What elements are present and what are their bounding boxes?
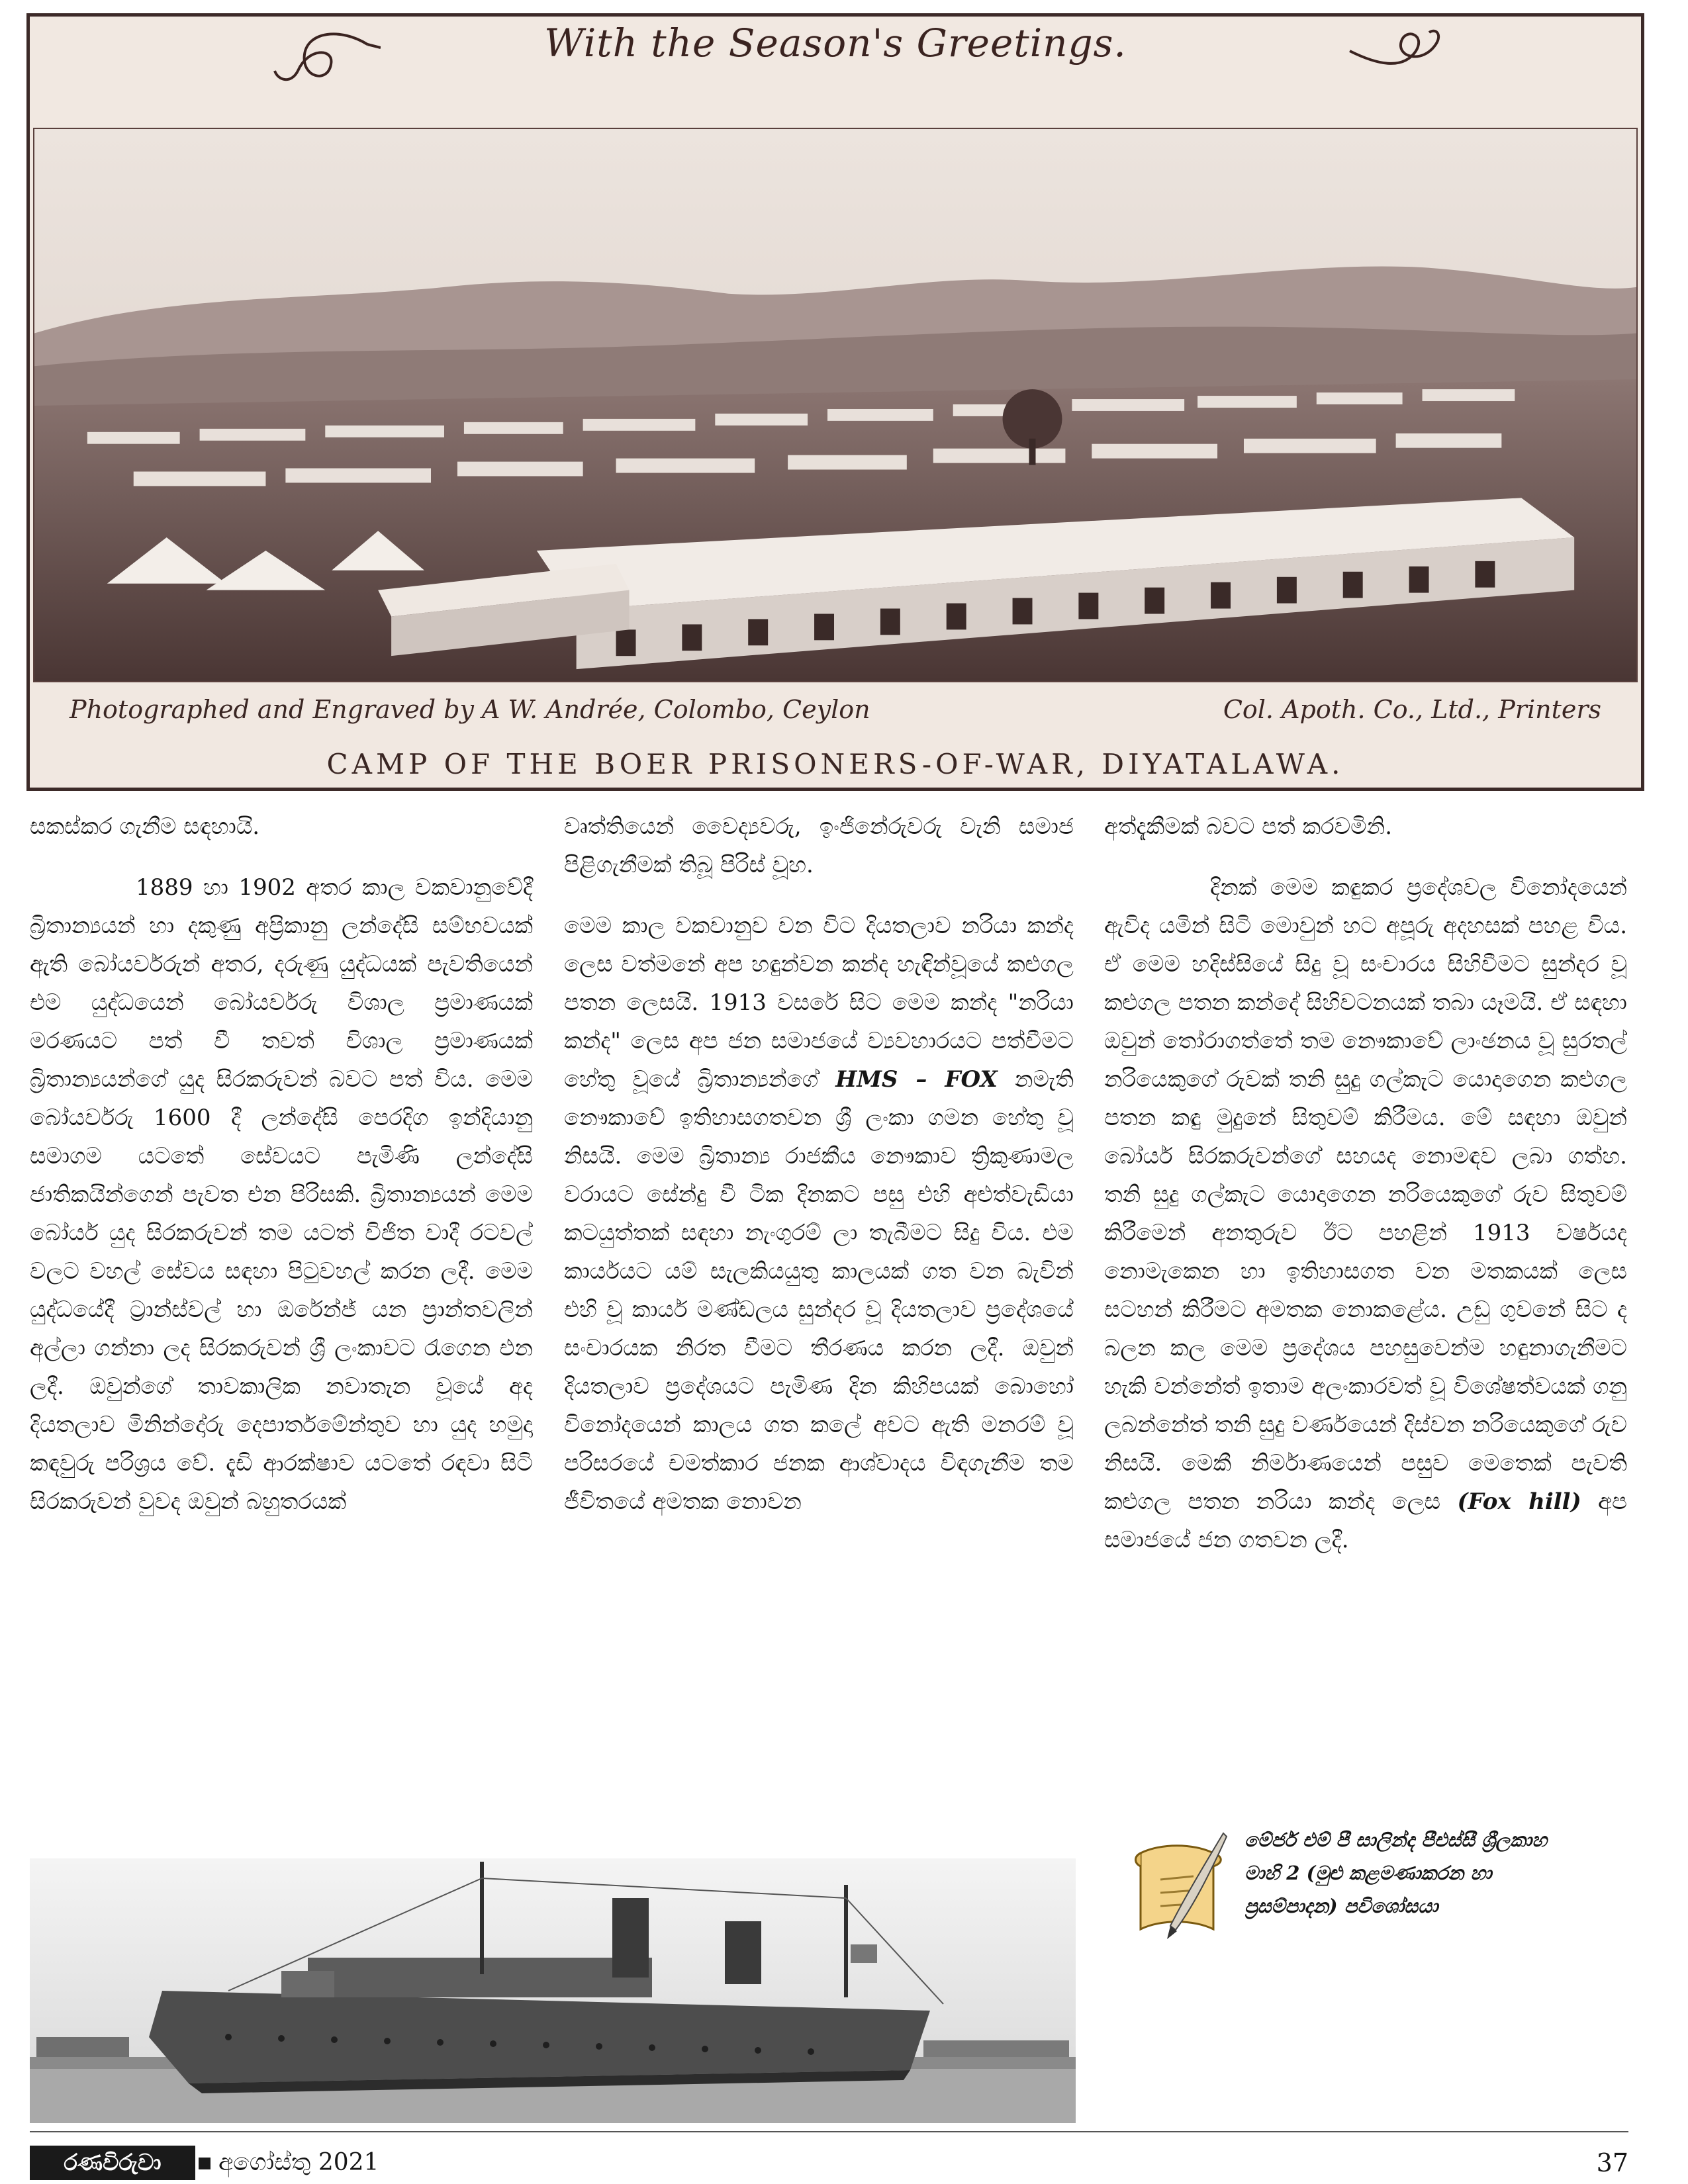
page-number: 37 [1596, 2148, 1628, 2177]
magazine-logo: රණවිරුවා [30, 2146, 195, 2180]
paragraph: 1889 හා 1902 අතර කාල වකවානුවේදී බ්‍රිතාන්‍යයන් හා දකුණු අප්‍රිකානු ලන්දේසි සම්භවයක් ඇති බෝයර්වරුන් අතර, දරුණු යුද්ධයක් පැවතියෙන් එම යුද්ධයෙන් බෝයර්වරු විශාල ප්‍රමාණයක් මරණයට පත් වී තවත් විශාල ප්‍රමාණයක් බ්‍රිතාන්‍යයන්ගේ යුද සිරකරුවන් බවට පත් විය. මෙම බෝයර්වරු 1600 දී ලන්දේසි පෙරදිග ඉන්දියානු සමාගම යටතේ සේවයට පැමිණි ලන්දේසි ජාතිකයින්ගෙන් පැවත එන පිරිසකි. බ්‍රිතාන්‍යයන් මෙම බෝයර් යුද සිරකරුවන් තම යටත් විජිත වාදී රටවල් වලට වහල් සේවය සඳහා පිටුවහල් කරන ලදී. මෙම යුද්ධයේදී ට්‍රාන්ස්වල් හා ඔරේන්ජ් යන ප්‍රාන්තවලින් අල්ලා ගන්නා ලද සිරකරුවන් ශ්‍රී ලංකාවට රැගෙන එන ලදී. ඔවුන්ගේ තාවකාලික නවාතැන වූයේ අද දියතලාව මිනින්දෝරු දෙපාර්තමේන්තුව හා යුද හමුදා කඳවුරු පරිශ්‍රය වේ. දැඩි ආරක්ෂාව යටතේ රඳවා සිටි සිරකරුවන් වුවද ඔවුන් බහුතරයක් [30, 874, 533, 1515]
postcard-greeting: With the Season's Greetings. [544, 21, 1127, 66]
printer-credit: Col. Apoth. Co., Ltd., Printers [1223, 695, 1601, 724]
postcard-caption: CAMP OF THE BOER PRISONERS-OF-WAR, DIYATALAWA. [326, 748, 1344, 780]
paragraph [564, 907, 1074, 1521]
author-line: මේජර් එම් පී සාලින්ද පීඑස්සී ශ්‍රීලකාහ [1244, 1829, 1548, 1851]
article-column-1 [30, 807, 533, 1543]
photo-credit: Photographed and Engraved by A W. Andrée, Colombo, Ceylon [70, 695, 870, 724]
footer-divider [30, 2131, 1628, 2132]
article-column-3 [1104, 807, 1627, 1582]
paragraph: අත්දැකීමක් බවට පත් කරවමිනි. [1104, 813, 1393, 840]
paragraph: වෘත්තියෙන් වෛද්‍යවරු, ඉංජිනේරුවරු වැනි සමාජ පිළිගැනීමක් තිබූ පිරිස් වූහ. [564, 813, 1074, 878]
author-line: මාහි 2 (මුළු කළමණාකරන හා [1244, 1862, 1492, 1884]
fox-hill-term: (Fox hill) [1457, 1488, 1581, 1515]
footer-bullet [199, 2158, 211, 2169]
paragraph: සකස්කර ගැනීම සඳහායි. [30, 813, 260, 840]
ship-name: HMS – FOX [835, 1066, 998, 1093]
quill-pen-icon [1131, 1827, 1230, 1949]
article-column-2 [564, 807, 1074, 1543]
paragraph [1104, 868, 1627, 1559]
camp-photo [33, 128, 1638, 682]
author-credit [1244, 1823, 1589, 1923]
paragraph-text: දිනක් මෙම කඳුකර ප්‍රදේශවල විනෝදයෙන් ඇවිද යමින් සිටි මොවුන් හට අපූරු අදහසක් පහළ විය. ඒ මෙම හදිස්සියේ සිදු වූ සංචාරය සිහිවීමට සුන්දර වූ කළුගල පතන කන්දේ සිහිවටනයක් තබා යෑමයි. ඒ සඳහා ඔවුන් තෝරාගත්තේ තම නෞකාවේ ලාංඡනය වූ සුරතල් නරියෙකුගේ රුවක් තනි සුදු ගල්කැට යොදාගෙන කළුගල පතන කඳු මුදුනේ සිතුවම් කිරීමය. මේ සඳහා ඔවුන් බෝයර් සිරකරුවන්ගේ සහයද නොමඳව ලබා ගත්හ. තනි සුදු ගල්කැට යොදාගෙන නරියෙකුගේ රුව සිතුවම් කිරීමෙන් අනතුරුව ඊට පහළින් 1913 වර්ෂයද නොමැකෙන හා ඉතිහාසගත වන මතකයක් ලෙස සටහන් කිරීමට අමතක නොකළේය. උඩු ගුවනේ සිට ද බලන කල මෙම ප්‍රදේශය පහසුවෙන්ම හඳුනාගැනීමට හැකි වන්නේත් ඉතාම අලංකාරවත් වූ විශේෂත්වයක් ගනු ලබන්නේත් තනි සුදු වර්ණයෙන් දිස්වන නරියෙකුගේ රුව නිසයි. මෙකී නිර්මාණයෙන් පසුව මෙතෙක් පැවති කළුගල පතන නරියා කන්ද ලෙස [1104, 874, 1627, 1515]
issue-date: අගෝස්තු 2021 [218, 2149, 379, 2176]
paragraph-text: මෙම කාල වකවානුව වන විට දියතලාව නරියා කන්ද ලෙස වත්මනේ අප හඳුන්වන කන්ද හැඳින්වූයේ කළුගල පතන ලෙසයි. 1913 වසරේ සිට මෙම කන්ද "නරියා කන්ද" ලෙස අප ජන සමාජයේ ව්‍යවහාරයට පත්වීමට හේතු වූයේ බ්‍රිතාන්‍යන්ගේ [564, 913, 1074, 1093]
paragraph-text: නමැති නෞකාවේ ඉතිහාසගතවන ශ්‍රී ලංකා ගමන හේතු වූ නිසයි. මෙම බ්‍රිතාන්‍ය රාජකීය නෞකාව ත්‍රිකුණාමල වරායට සේන්දු වී ටික දිනකට පසු එහි අළුත්වැඩියා කටයුත්තක් සඳහා නැංගුරම් ලා තැබීමට සිදු විය. එම කාර්යයට යම් සැලකියයුතු කාලයක් ගත වන බැවින් එහි වූ කාර්ය මණ්ඩලය සුන්දර වූ දියතලාව ප්‍රදේශයේ සංචාරයක නිරත වීමට තීරණය කරන ලදී. ඔවුන් දියතලාව ප්‍රදේශයට පැමිණ දින කිහිපයක් බොහෝ විනෝදයෙන් කාලය ගත කලේ අවට ඇති මනරම් වූ පරිසරයේ චමත්කාර ජනක ආශ්වාදය විඳගැනීම තම ජීවිතයේ අමතක නොවන [564, 1066, 1074, 1515]
author-line: ප්‍රසම්පාදන) පවිශෝසයා [1244, 1895, 1438, 1917]
ship-photo [30, 1858, 1076, 2123]
postcard-photo [26, 13, 1644, 791]
paragraph-text: අප සමාජයේ ජන ගතවන ලදී. [1104, 1488, 1627, 1553]
